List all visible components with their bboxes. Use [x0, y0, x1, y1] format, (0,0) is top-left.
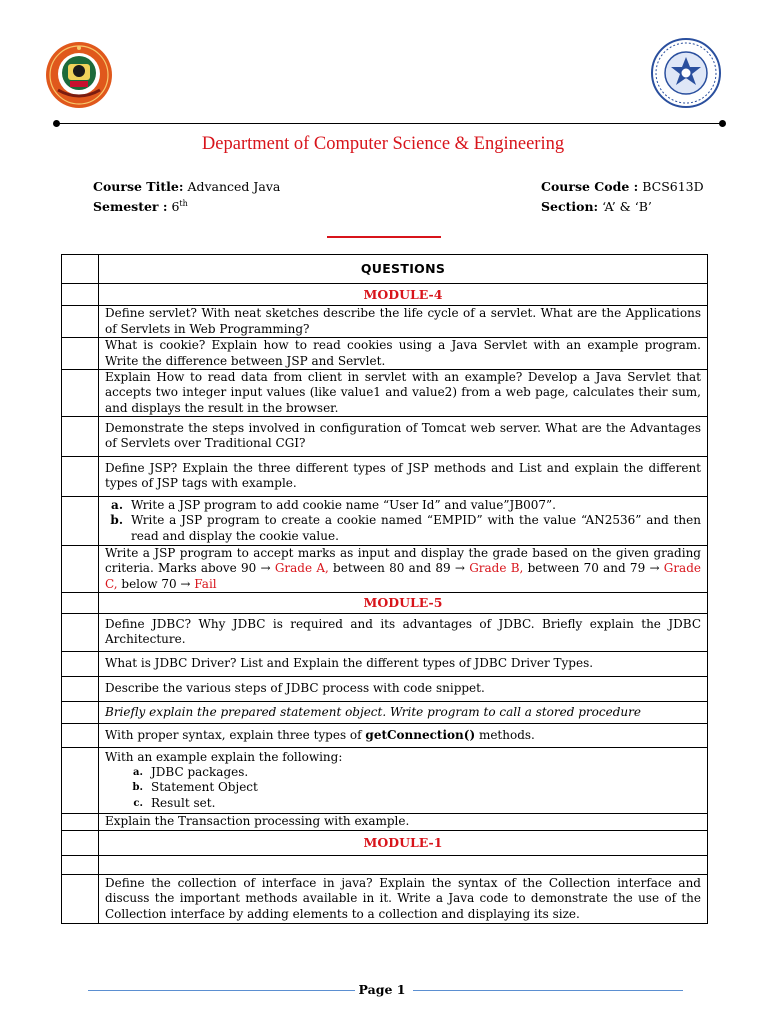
question-subparts	[99, 496, 708, 545]
list-marker: a.	[133, 767, 143, 779]
semester-label: Semester :	[93, 199, 168, 215]
semester-suffix: th	[179, 199, 188, 208]
table-row	[62, 496, 708, 545]
list-item	[105, 765, 701, 780]
table-row	[62, 874, 708, 923]
question-subparts	[99, 747, 708, 813]
footer-rule-right	[413, 990, 683, 991]
question-text: What is JDBC Driver? List and Explain the different types of JDBC Driver Types.	[99, 651, 708, 676]
question-intro: With an example explain the following:	[105, 749, 343, 764]
header-rule	[57, 123, 722, 124]
question-text: With proper syntax, explain three types of getConnection() methods.	[99, 723, 708, 747]
table-row	[62, 855, 708, 874]
empty-cell	[99, 855, 708, 874]
table-row	[62, 370, 708, 417]
institute-seal-logo	[650, 37, 722, 109]
university-emblem-logo	[44, 40, 114, 110]
table-row	[62, 723, 708, 747]
course-title-line	[93, 179, 280, 194]
table-row	[62, 830, 708, 855]
list-marker: a.	[111, 497, 123, 512]
course-code-label: Course Code :	[541, 179, 639, 194]
table-row	[62, 747, 708, 813]
list-item-text: Result set.	[151, 795, 216, 810]
question-text: Briefly explain the prepared statement object. Write program to call a stored procedure	[99, 701, 708, 723]
list-marker: b.	[132, 782, 143, 794]
section-label: Section:	[541, 199, 599, 214]
table-row	[62, 701, 708, 723]
question-text: Demonstrate the steps involved in configuration of Tomcat web server. What are the Advantages of Servlets over Traditional CGI?	[99, 416, 708, 456]
question-text: Define JSP? Explain the three different types of JSP methods and List and explain the different types of JSP tags with example.	[99, 456, 708, 496]
grade-label: Grade C,	[105, 561, 701, 591]
list-item	[105, 780, 701, 795]
list-item-text: Write a JSP program to create a cookie named “EMPID” with the value “AN2536” and then read and display the cookie value.	[131, 513, 701, 543]
list-item	[105, 796, 701, 811]
question-text: Explain How to read data from client in servlet with an example? Develop a Java Servlet that accepts two integer input values (like value1 and value2) from a web page, calculates their sum, and displays the result in the browser.	[99, 370, 708, 417]
question-text: Write a JSP program to accept marks as input and display the grade based on the given grading criteria. Marks above 90 → Grade A, between 80 and 89 → Grade B, between 70 and 79 → Grade C, below 70 → Fail	[99, 545, 708, 592]
table-row	[62, 545, 708, 592]
question-text: Define the collection of interface in java? Explain the syntax of the Collection interface and discuss the important methods available in it. Write a Java code to demonstrate the use of the Collection interface by adding elements to a collection and displaying its size.	[99, 874, 708, 923]
course-code-value: BCS613D	[642, 179, 704, 194]
question-text: Define servlet? With neat sketches describe the life cycle of a servlet. What are the Applications of Servlets in Web Programming?	[99, 306, 708, 338]
list-item	[105, 498, 701, 513]
module-5-heading: MODULE-5	[99, 592, 708, 613]
list-marker: c.	[133, 797, 143, 809]
list-item	[105, 513, 701, 544]
table-row	[62, 813, 708, 830]
semester-value: 6	[171, 199, 180, 215]
table-row	[62, 613, 708, 651]
course-title-label: Course Title:	[93, 179, 184, 194]
list-item-text: Write a JSP program to add cookie name “User Id” and value”JB007”.	[131, 497, 556, 512]
department-title: Department of Computer Science & Engineering	[201, 134, 565, 154]
course-title-value: Advanced Java	[187, 179, 281, 194]
question-text: Explain the Transaction processing with example.	[99, 813, 708, 830]
questions-heading: QUESTIONS	[99, 255, 708, 284]
questions-table	[61, 254, 708, 924]
question-text: Define JDBC? Why JDBC is required and its advantages of JDBC. Briefly explain the JDBC Architecture.	[99, 613, 708, 651]
grade-label: Grade A,	[274, 561, 329, 576]
table-row	[62, 651, 708, 676]
table-row	[62, 592, 708, 613]
module-4-heading: MODULE-4	[99, 284, 708, 306]
table-row	[62, 255, 708, 284]
section-value: ‘A’ & ‘B’	[602, 199, 652, 214]
list-item-text: JDBC packages.	[151, 765, 249, 780]
question-text: Describe the various steps of JDBC process with code snippet.	[99, 676, 708, 701]
red-divider	[327, 236, 441, 238]
grade-label: Fail	[194, 576, 217, 591]
list-marker: b.	[110, 513, 123, 528]
table-row	[62, 416, 708, 456]
table-row	[62, 676, 708, 701]
section-line	[541, 199, 652, 214]
page-number: Page 1	[358, 982, 406, 997]
course-code-line	[541, 179, 704, 194]
grade-label: Grade B,	[469, 561, 524, 576]
table-row	[62, 284, 708, 306]
module-1-heading: MODULE-1	[99, 830, 708, 855]
question-text: What is cookie? Explain how to read cookies using a Java Servlet with an example program. Write the difference between JSP and Servlet.	[99, 338, 708, 370]
semester-line	[93, 199, 188, 214]
list-item-text: Statement Object	[151, 780, 258, 795]
table-row	[62, 338, 708, 370]
table-row	[62, 456, 708, 496]
footer-rule-left	[88, 990, 355, 991]
table-row	[62, 306, 708, 338]
